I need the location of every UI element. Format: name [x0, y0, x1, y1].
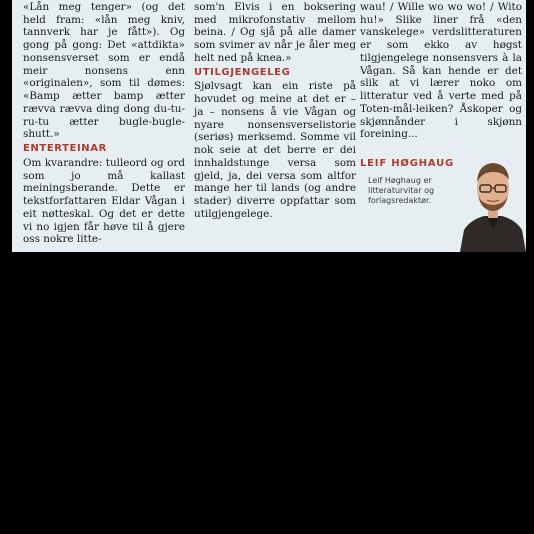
subheading: ENTERTEINAR [23, 143, 107, 154]
paragraph: Om kvarandre: tulleord og ord som jo må kallast meiningsberande. Dette er tekstforfattaren Eldar Vågan i eit nøtteskal. Og det er dette vi no igjen får høve til å gjere oss nokre litte- [23, 156, 185, 246]
author-description: Leif Høghaug er litteraturvitar og forlagsredaktør. [368, 176, 435, 205]
paragraph: wau! / Wille wo wo wo! / Wito hu!» Slike liner frå «den vanskelege» verdslitteraturen er som ekko av høgst tilgjengelege nonsensvers à la Vågan. Så kan hende er det slik at vi lærer noko om litteratur ved å verte med på Toten-mål-leiken? Åskoper og skjønnånder i skjønn foreining... [360, 0, 522, 141]
column-1 [23, 0, 185, 246]
paragraph: som'n Elvis i en boksering med mikrofonstativ mellom beina. / Og sjå på alle damer som svimer av når je åler meg helt ned på knea.» [194, 0, 356, 64]
author-name: LEIF HØGHAUG [360, 158, 455, 169]
paragraph: Sjølvsagt kan ein riste på hovudet og meine at det er – ja – nonsens å vie Vågan og nyare nonsensverselistorie (seriøs) merksemd. Somme vil nok seie at det berre er dei innhaldstunge versa som gjeld, ja, dei versa som altfor mange her til lands (og andre stader) diverre oppfattar som utilgjengelege. [194, 80, 356, 220]
subheading: UTILGJENGELEG [194, 66, 291, 78]
author-photo [456, 150, 526, 252]
column-3 [360, 0, 522, 141]
author-box [360, 158, 526, 252]
article-clipping [12, 0, 526, 252]
column-2 [194, 0, 356, 221]
paragraph: «Lån meg tenger» (og det held fram: «lån meg kniv, tannverk har je fått»). Og gong på gong: Det «attdikta» nonsensverset som er endå meir nonsens enn «originalen», som til dømes: «Bamp ætter bamp ætter rævva rævva ding dong du-tu-ru-tu ætter bugle-bugle-shutt.» [23, 0, 185, 141]
